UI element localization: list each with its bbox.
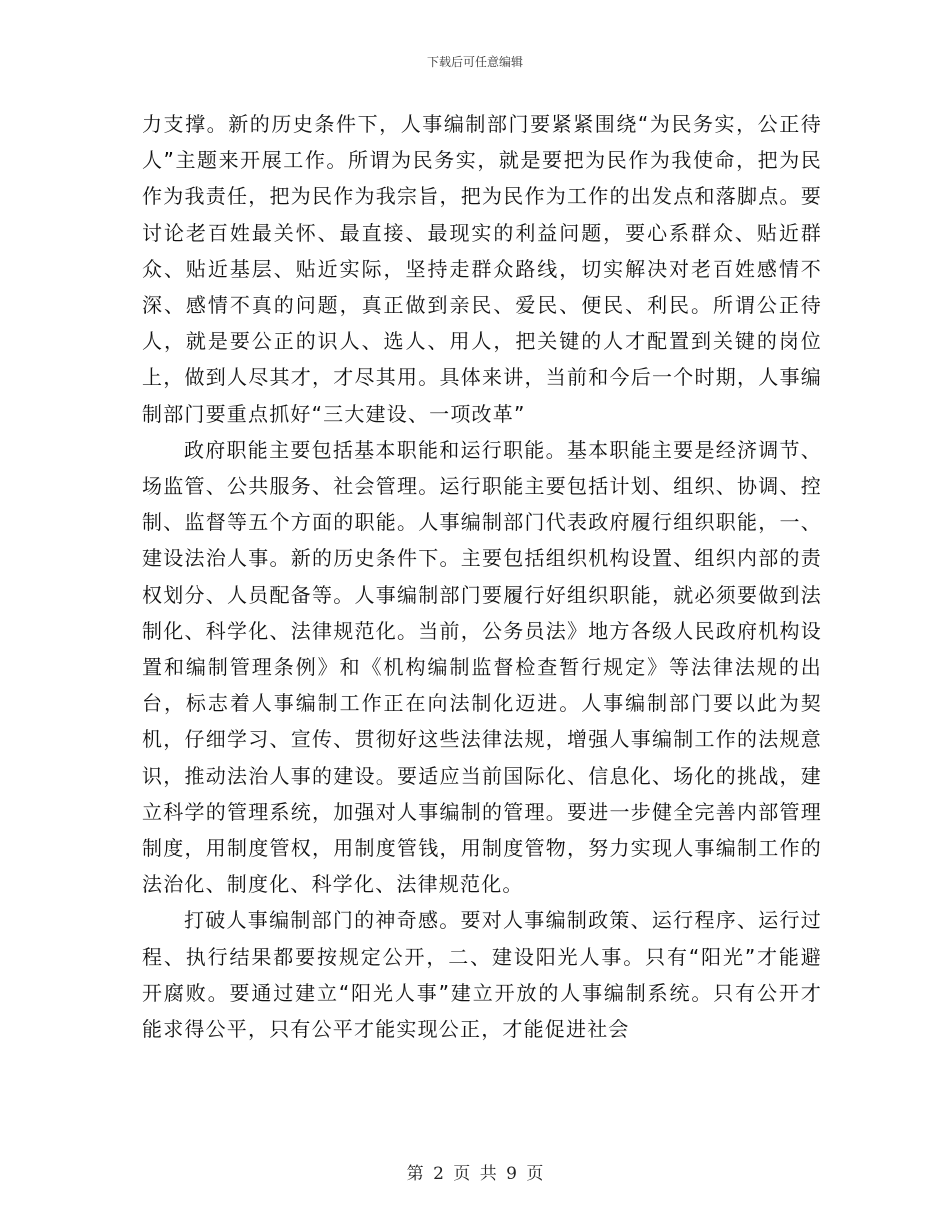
paragraph-3: 打破人事编制部门的神奇感。要对人事编制政策、运行程序、运行过程、执行结果都要按规定公开，二、建设阳光人事。只有“阳光”才能避开腐败。要通过建立“阳光人事”建立开放的人事编制系统。只有公开才能求得公平，只有公平才能实现公正，才能促进社会 bbox=[142, 908, 822, 1042]
document-body bbox=[142, 106, 822, 1047]
page-header: 下载后可任意编辑 bbox=[426, 55, 523, 69]
paragraph-1: 力支撑。新的历史条件下，人事编制部门要紧紧围绕“为民务实，公正待人”主题来开展工作。所谓为民务实，就是要把为民作为我使命，把为民作为我责任，把为民作为我宗旨，把为民作为工作的出发点和落脚点。要讨论老百姓最关怀、最直接、最现实的利益问题，要心系群众、贴近群众、贴近基层、贴近实际，坚持走群众路线，切实解决对老百姓感情不深、感情不真的问题，真正做到亲民、爱民、便民、利民。所谓公正待人，就是要公正的识人、选人、用人，把关键的人才配置到关键的岗位上，做到人尽其才，才尽其用。具体来讲，当前和今后一个时期，人事编制部门要重点抓好“三大建设、一项改革” bbox=[142, 112, 822, 426]
paragraph-2: 政府职能主要包括基本职能和运行职能。基本职能主要是经济调节、场监管、公共服务、社会管理。运行职能主要包括计划、组织、协调、控制、监督等五个方面的职能。人事编制部门代表政府履行组织职能，一、建设法治人事。新的历史条件下。主要包括组织机构设置、组织内部的责权划分、人员配备等。人事编制部门要履行好组织职能，就必须要做到法制化、科学化、法律规范化。当前，公务员法》地方各级人民政府机构设置和编制管理条例》和《机构编制监督检查暂行规定》等法律法规的出台，标志着人事编制工作正在向法制化迈进。人事编制部门要以此为契机，仔细学习、宣传、贯彻好这些法律法规，增强人事编制工作的法规意识，推动法治人事的建设。要适应当前国际化、信息化、场化的挑战，建立科学的管理系统，加强对人事编制的管理。要进一步健全完善内部管理制度，用制度管权，用制度管钱，用制度管物，努力实现人事编制工作的法治化、制度化、科学化、法律规范化。 bbox=[142, 437, 822, 897]
page-number: 第 2 页 共 9 页 bbox=[406, 1164, 544, 1184]
